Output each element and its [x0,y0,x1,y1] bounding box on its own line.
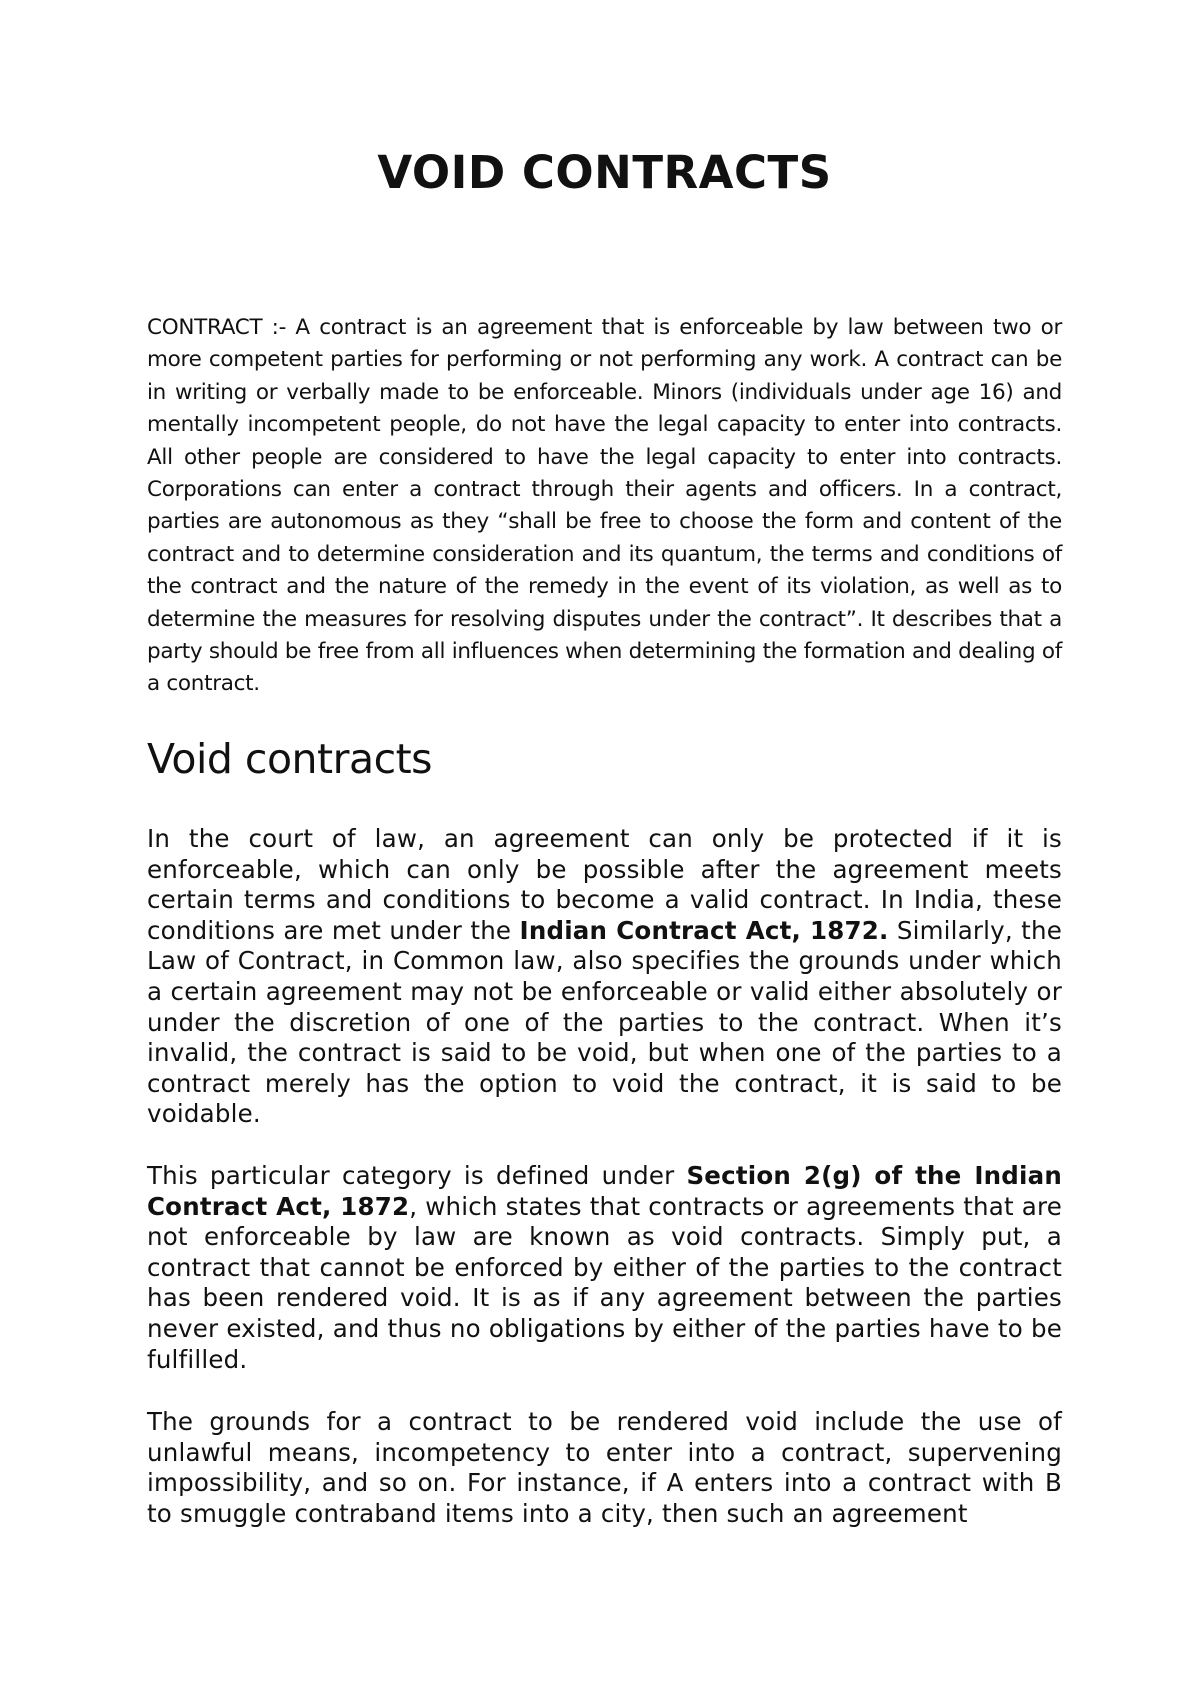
paragraph-text: Similarly, the Law of Contract, in Common law, also specifies the grounds under which a certain agreement may not be enforceable or valid either absolutely or under the discretion of one of the parties to the contract. When it’s invalid, the contract is said to be void, but when one of the parties to a contract merely has the option to void the contract, it is said to be voidable. [147,915,1062,1129]
paragraph-text: , which states that contracts or agreements that are not enforceable by law are known as void contracts. Simply put, a contract that cannot be enforced by either of the parties to the contract has been rendered void. It is as if any agreement between the parties never existed, and thus no obligations by either of the parties have to be fulfilled. [147,1191,1063,1374]
document-title: VOID CONTRACTS [377,146,832,199]
paragraph-text: This particular category is defined under [147,1161,687,1190]
intro-paragraph: CONTRACT :- A contract is an agreement that is enforceable by law between two or more competent parties for performing or not performing any work. A contract can be in writing or verbally made to be enforceable. Minors (individuals under age 16) and mentally incompetent people, do not have the legal capacity to enter into contracts. All other people are considered to have the legal capacity to enter into contracts. Corporations can enter a contract through their agents and officers. In a contract, parties are autonomous as they “shall be free to choose the form and content of the contract and to determine consideration and its quantum, the terms and conditions of the contract and the nature of the remedy in the event of its violation, as well as to determine the measures for resolving disputes under the contract”. It describes that a party should be free from all influences when determining the formation and dealing of a contract. [147,315,1062,697]
paragraph-grounds: The grounds for a contract to be rendered void include the use of unlawful means, incompetency to enter into a contract, supervening impossibility, and so on. For instance, if A enters into a contract with B to smuggle contraband items into a city, then such an agreement [147,1407,1062,1528]
section-heading: Void contracts [147,735,433,783]
bold-section-reference: Section 2(g) of the Indian Contract Act, 1872 [147,1161,1062,1221]
bold-act-reference: Indian Contract Act, 1872. [519,915,889,945]
paragraph-court-of-law [147,824,1062,1130]
paragraph-section-definition [147,1161,1062,1375]
paragraph-text: In the court of law, an agreement can only be protected if it is enforceable, which can only be possible after the agreement meets certain terms and conditions to become a valid contract. In India, these conditions are met under the [147,824,1062,945]
